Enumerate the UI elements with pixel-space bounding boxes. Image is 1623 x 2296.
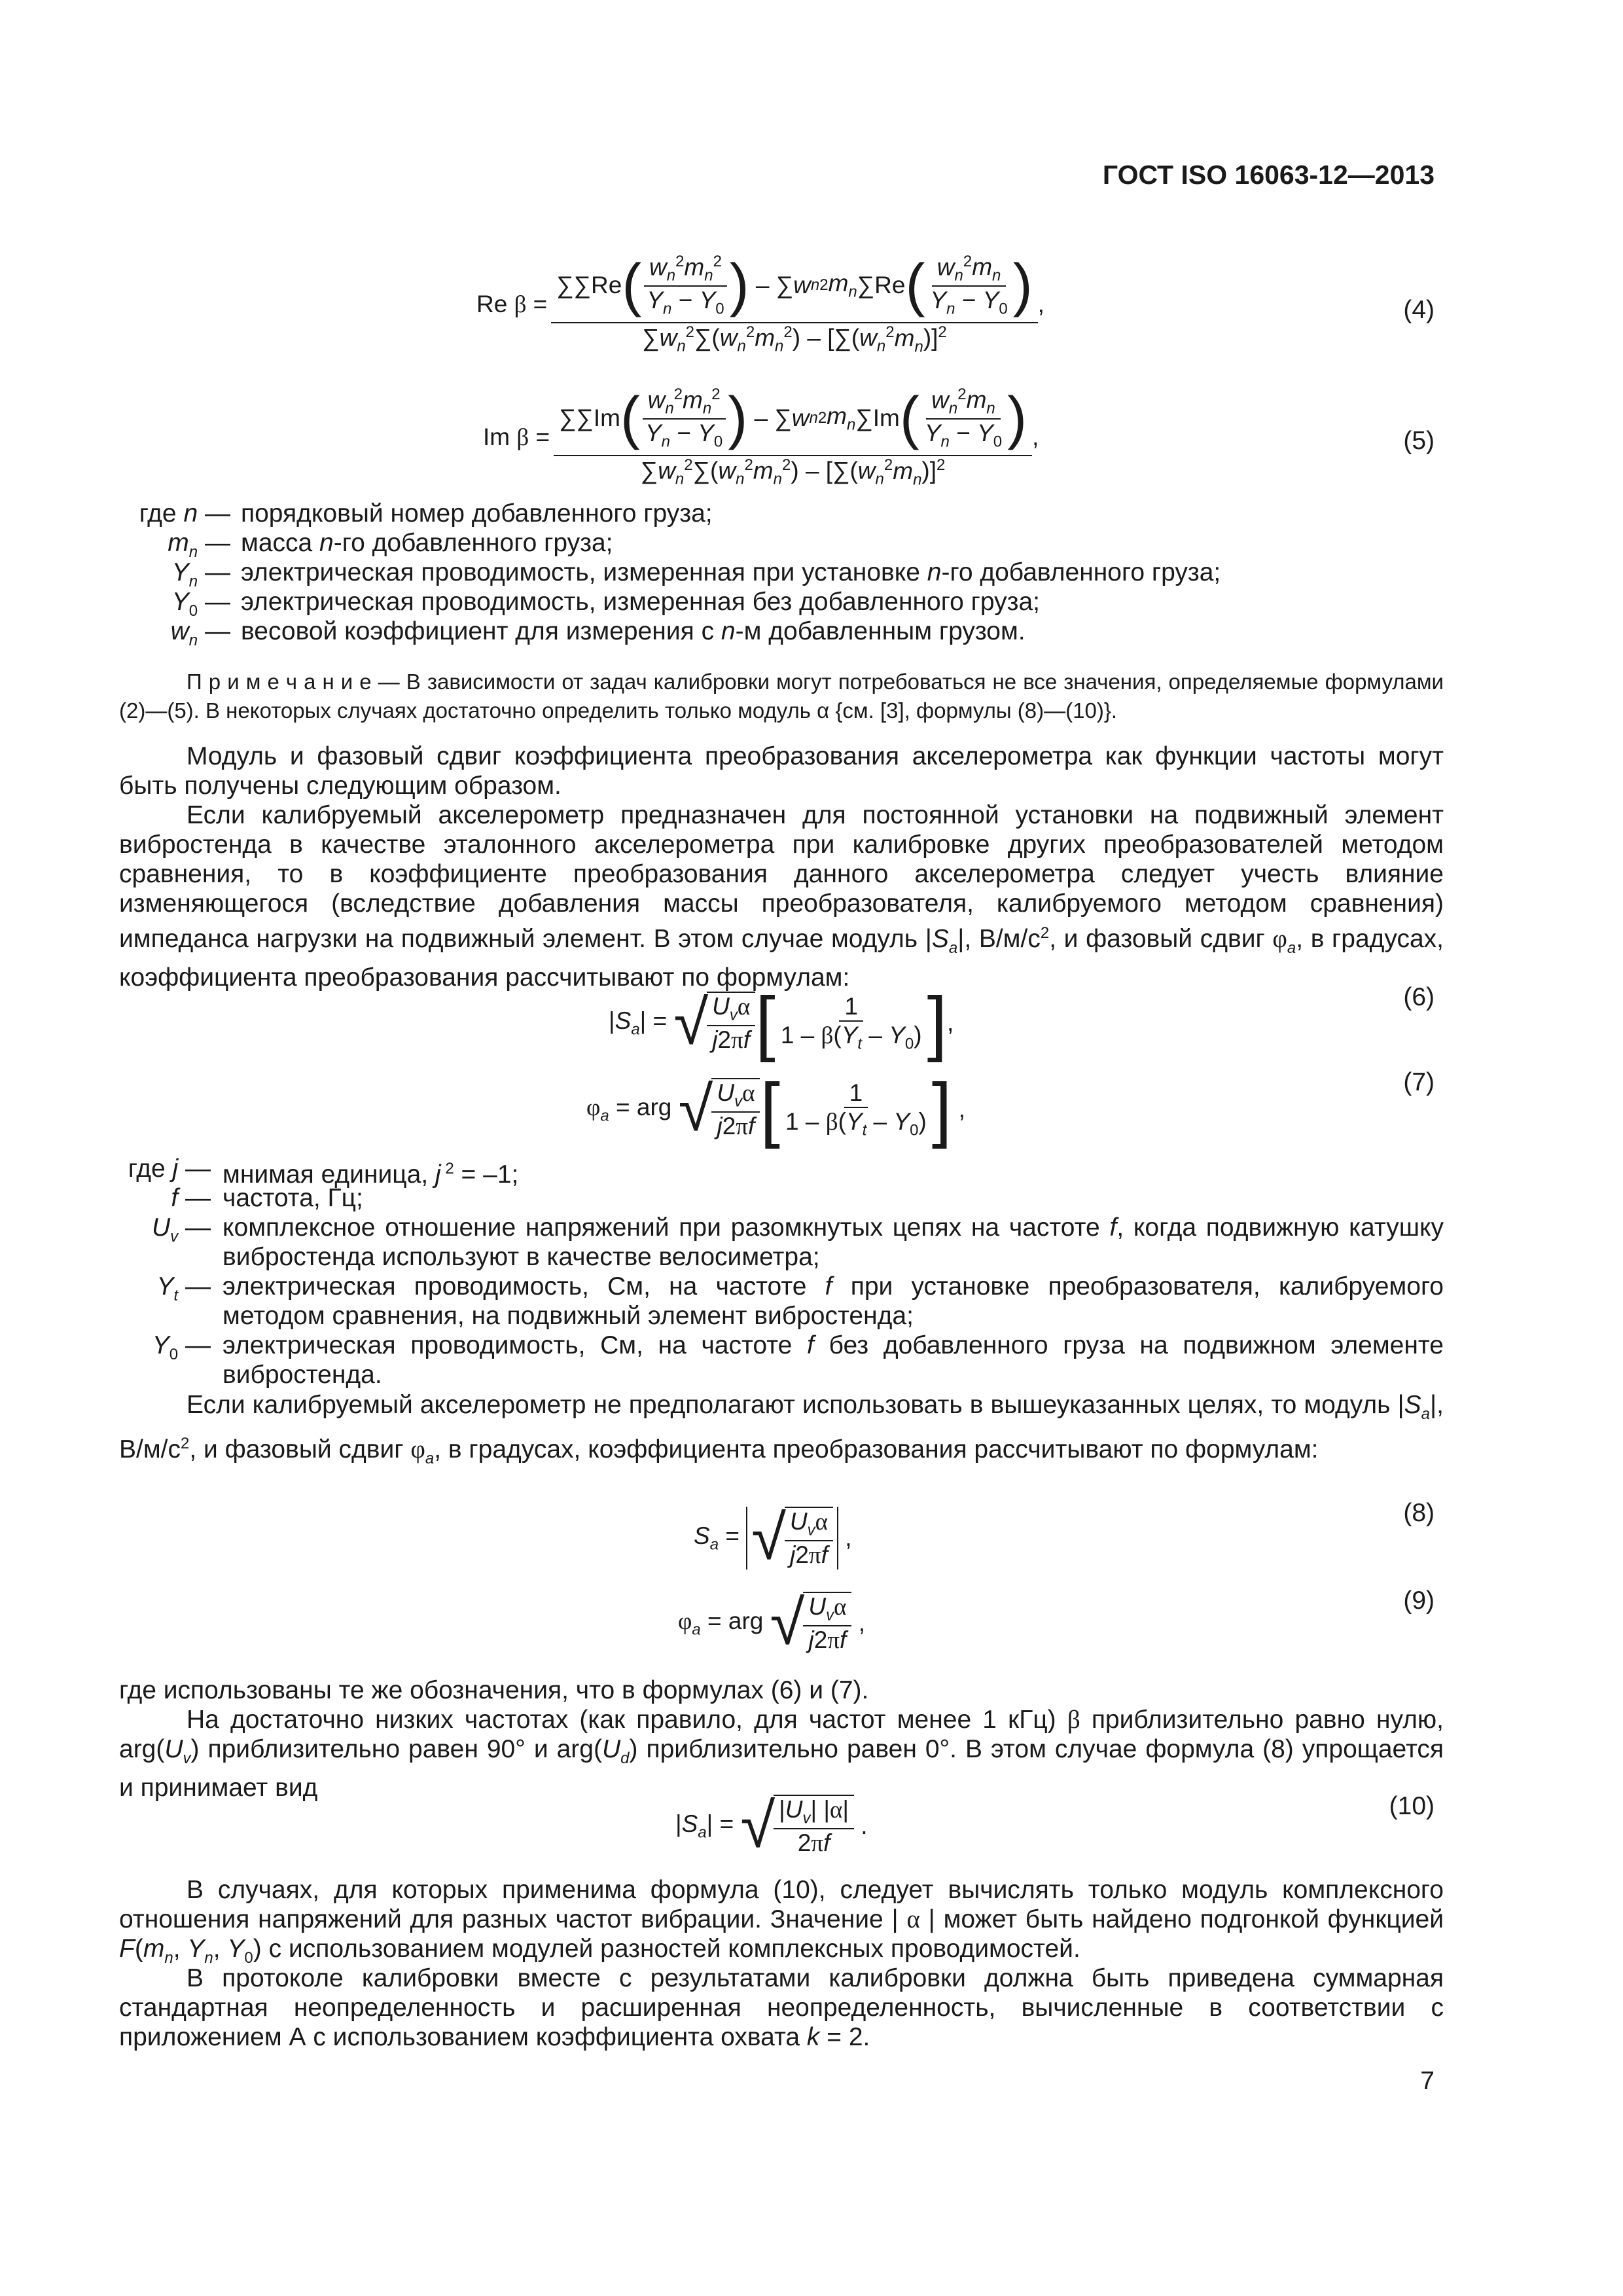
page-number: 7 xyxy=(1420,2067,1435,2095)
legend-text: масса n-го добавленного груза; xyxy=(241,529,613,557)
legend-text: электрическая проводимость, измеренная без добавленного груза; xyxy=(241,588,1041,616)
legend-symbol: $w_n$ — xyxy=(170,617,230,649)
legend-text: комплексное отношение напряжений при разомкнутых цепях на частоте f, когда подвижную катушку вибростенда используют в качестве велосиметра; xyxy=(223,1213,1444,1271)
legend-symbol: где n — xyxy=(139,499,230,528)
equation-4: Re β = ∑∑Re ( $\frac{w_n^2m_n^2}{Y_n - Y_0}$ ) – ∑ w n 2 $m_n$ ∑Re ( $\frac{w_n^2m_n}{Y_n - Y_0}$ ) $\sum w_n^2\sum(w_n^2m_n^2) - [\sum(w_n^2m_n)]^2$ , xyxy=(476,253,1044,355)
paragraph-2: Если калибруемый акселерометр предназначен для постоянной установки на подвижный элемент вибростенда в качестве эталонного акселерометра при калибровке других преобразователей методом сравнения, то в коэффициенте преобразования данного акселерометра следует учесть влияние изменяющегося (вследствие добавления массы преобразователя, калибруемого методом сравнения) импеданса нагрузки на подвижный элемент. В этом случае модуль $|S_a|$, $В/м/с^2$, и фазовый сдвиг $\varphi_a$, в градусах, коэффициента преобразования рассчитывают по формулам: xyxy=(119,801,1444,992)
equation-7-number: (7) xyxy=(1403,1068,1435,1096)
legend-text: порядковый номер добавленного груза; xyxy=(241,499,713,528)
note-label: П р и м е ч а н и е xyxy=(187,670,372,694)
equation-5-number: (5) xyxy=(1403,427,1435,455)
equation-9: $\varphi_a$ = arg √ $\frac{U_v\alpha}{j2\pi f}$ , xyxy=(678,1588,866,1658)
equation-4-number: (4) xyxy=(1403,296,1435,324)
note xyxy=(119,668,1444,725)
paragraph-1: Модуль и фазовый сдвиг коэффициента преобразования акселерометра как функции частоты могут быть получены следующим образом. xyxy=(119,742,1444,800)
legend-symbol: $Y_0$ — xyxy=(171,588,230,620)
legend-symbol: f — xyxy=(171,1184,211,1212)
equation-9-number: (9) xyxy=(1403,1587,1435,1615)
document-header: ГОСТ ISO 16063-12—2013 xyxy=(1102,160,1435,190)
legend-symbol: $Y_0$ — xyxy=(152,1331,211,1363)
legend-symbol: где j — xyxy=(128,1155,211,1183)
legend-symbol: $Y_t$ — xyxy=(156,1272,211,1304)
eq4-lhs: Re β = xyxy=(476,290,548,318)
equation-10: $|S_a|$ = √ $\frac{|U_v| |\alpha|}{2\pi f}$ . xyxy=(675,1791,868,1861)
equation-5: Im β = ∑∑Im ( $\frac{w_n^2m_n^2}{Y_n - Y_0}$ ) – ∑ w n 2 $m_n$ ∑Im ( $\frac{w_n^2m_n}{Y_n - Y_0}$ ) $\sum w_n^2\sum(w_n^2m_n^2) - [\sum(w_n^2m_n)]^2$ , xyxy=(483,386,1039,488)
legend-text: мнимая единица, j $^2$ = –1; xyxy=(223,1160,519,1189)
legend-symbol: $U_v$ — xyxy=(151,1213,211,1246)
legend-text: частота, Гц; xyxy=(223,1184,363,1212)
paragraph-6: В случаях, для которых применима формула (10), следует вычислять только модуль комплексного отношения напряжений для разных частот вибрации. Значение | α | может быть найдено подгонкой функцией $F(m_n$, $Y_n$, $Y_0$) с использованием модулей разностей комплексных проводимостей. xyxy=(119,1876,1444,1967)
paragraph-5: На достаточно низких частотах (как правило, для частот менее 1 кГц) β приблизительно равно нулю, $arg(U_v)$ приблизительно равен 90° и $arg(U_d)$ приблизительно равен 0°. В этом случае формула (8) упрощается и принимает вид xyxy=(119,1706,1444,1802)
paragraph-7: В протоколе калибровки вместе с результатами калибровки должна быть приведена суммарная стандартная неопределенность и расширенная неопределенность, вычисленные в соответствии с приложением А с использованием коэффициента охвата k = 2. xyxy=(119,1964,1444,2051)
equation-10-number: (10) xyxy=(1389,1792,1435,1820)
paragraph-3: Если калибруемый акселерометр не предполагают использовать в вышеуказанных целях, то модуль $|S_a|$, $В/м/с^2$, и фазовый сдвиг $\varphi_a$, в градусах, коэффициента преобразования рассчитывают по формулам: xyxy=(119,1391,1444,1467)
note-text: — В зависимости от задач калибровки могут потребоваться не все значения, определяемые формулами (2)—(5). В некоторых случаях достаточно определить только модуль α {см. [3], формулы (8)—(10)}. xyxy=(119,670,1444,723)
legend-symbol: $Y_n$ — xyxy=(171,558,230,590)
eq5-lhs: Im β = xyxy=(483,423,550,451)
legend-text: электрическая проводимость, См, на частоте f без добавленного груза на подвижном элементе вибростенда. xyxy=(223,1331,1444,1389)
equation-8-number: (8) xyxy=(1403,1499,1435,1527)
equation-7: $\varphi_a$ = arg √ $\frac{U_v\alpha}{j2\pi f}$ [ $\frac{1}{1 - \beta(Y_t - Y_0)}$ ] , xyxy=(586,1069,965,1149)
legend-text: электрическая проводимость, См, на частоте f при установке преобразователя, калибруемого методом сравнения, на подвижный элемент вибростенда; xyxy=(223,1272,1444,1330)
legend-symbol: $m_n$ — xyxy=(168,529,230,561)
equation-8: $S_a$ = √ $\frac{U_v\alpha}{j2\pi f}$ , xyxy=(694,1503,852,1573)
equation-6: $|S_a|$ = √ $\frac{U_v\alpha}{j2\pi f}$ [ $\frac{1}{1 - \beta(Y_t - Y_0)}$ ] , xyxy=(609,982,954,1063)
equation-6-number: (6) xyxy=(1403,983,1435,1011)
legend-text: электрическая проводимость, измеренная при установке n-го добавленного груза; xyxy=(241,558,1221,586)
paragraph-4: где использованы те же обозначения, что в формулах (6) и (7). xyxy=(119,1676,869,1704)
legend-text: весовой коэффициент для измерения с n-м добавленным грузом. xyxy=(241,617,1026,645)
